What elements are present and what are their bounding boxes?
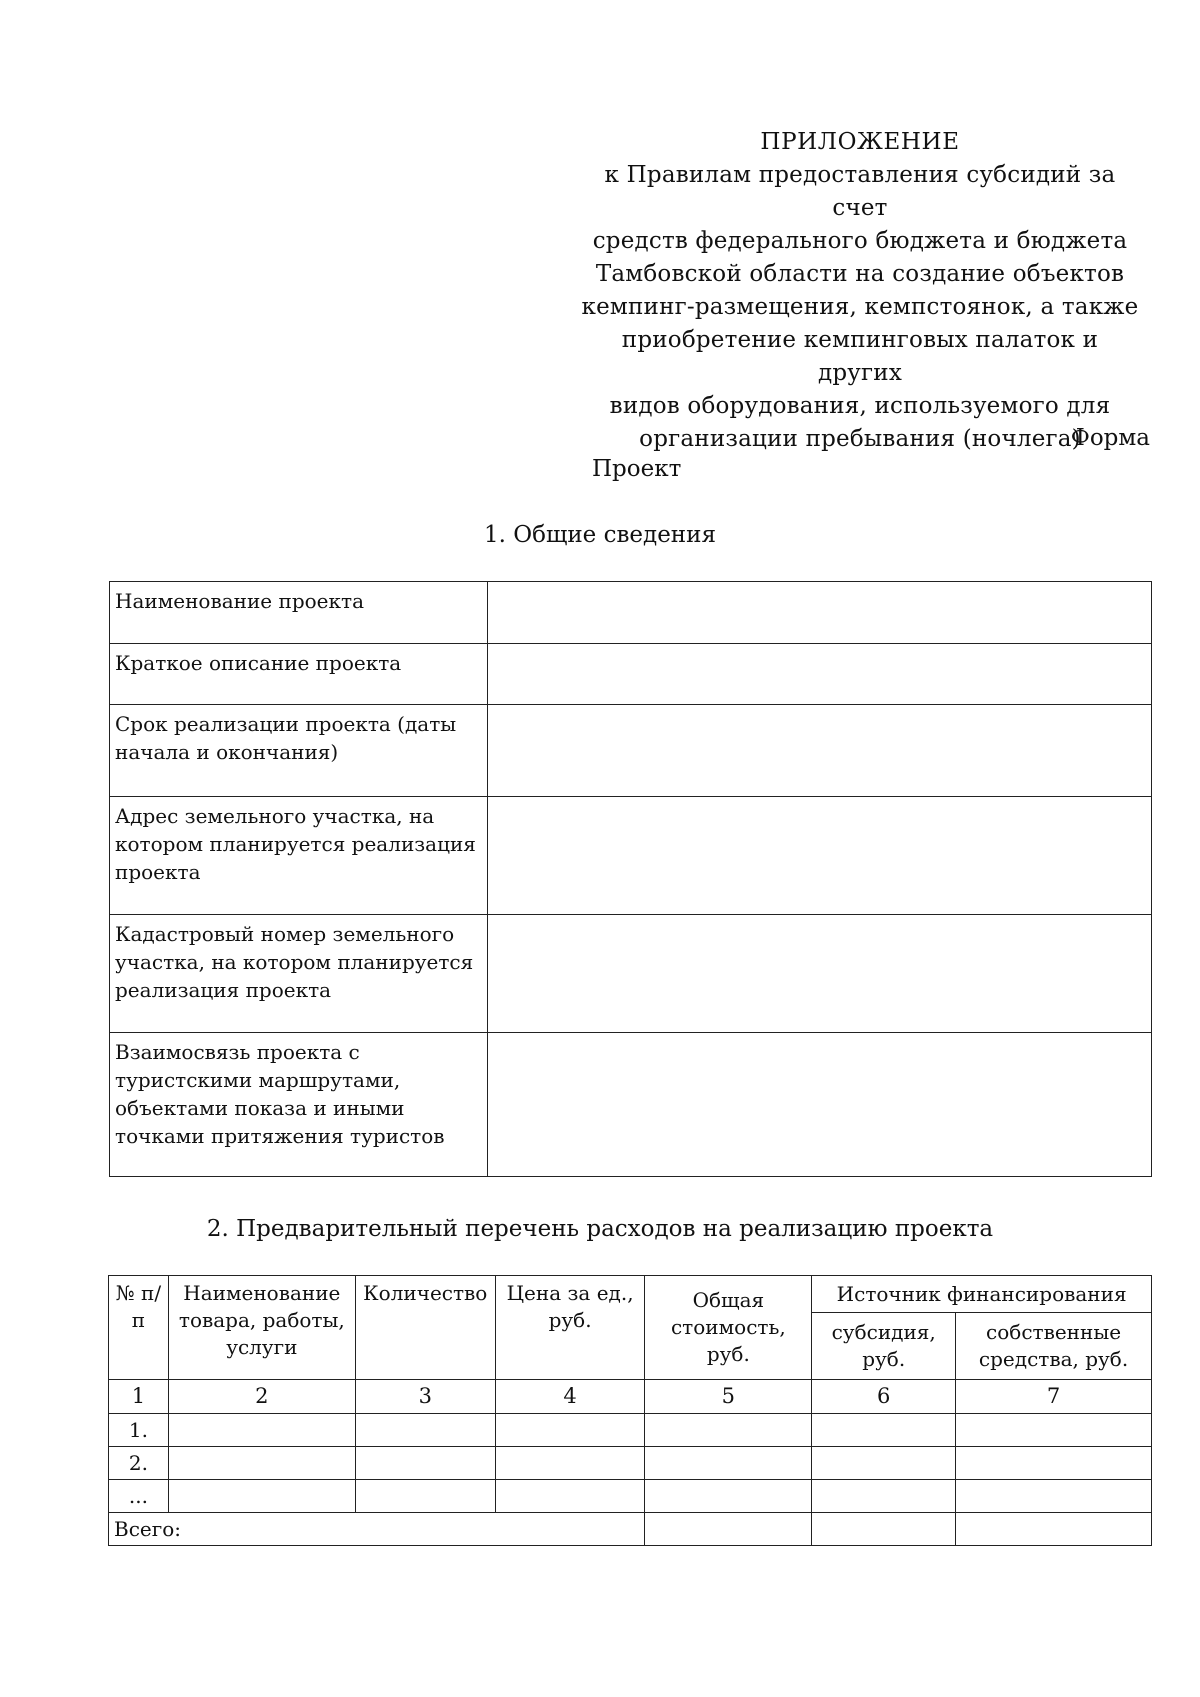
row-number: ... <box>109 1480 169 1513</box>
table-row <box>110 582 1152 644</box>
header-total-cost: Общая стоимость, руб. <box>645 1276 812 1380</box>
table-cell[interactable] <box>956 1480 1152 1513</box>
general-info-table <box>109 581 1152 1177</box>
field-label: Кадастровый номер земельного участка, на котором планируется реализация проекта <box>110 915 488 1033</box>
total-row <box>109 1513 1152 1546</box>
appendix-line: приобретение кемпинговых палаток и других <box>621 327 1099 386</box>
section2-title: 2. Предварительный перечень расходов на реализацию проекта <box>206 1216 994 1242</box>
table-cell[interactable] <box>495 1480 645 1513</box>
field-label: Адрес земельного участка, на котором планируется реализация проекта <box>110 797 488 915</box>
table-cell[interactable] <box>645 1480 812 1513</box>
appendix-line: средств федерального бюджета и бюджета <box>592 228 1128 254</box>
table-cell[interactable] <box>645 1414 812 1447</box>
form-label: Форма <box>1070 425 1150 451</box>
header-num: № п/п <box>109 1276 169 1380</box>
appendix-line: организации пребывания (ночлега) <box>639 426 1081 452</box>
field-value[interactable] <box>488 582 1152 644</box>
table-cell[interactable] <box>168 1414 355 1447</box>
field-value[interactable] <box>488 644 1152 705</box>
header-own-funds: собственные средства, руб. <box>956 1313 1152 1380</box>
field-value[interactable] <box>488 1033 1152 1177</box>
table-row <box>110 797 1152 915</box>
project-label: Проект <box>592 456 682 482</box>
header-subsidy: субсидия, руб. <box>812 1313 956 1380</box>
table-cell[interactable] <box>495 1414 645 1447</box>
total-cell[interactable] <box>956 1513 1152 1546</box>
column-number: 6 <box>812 1380 956 1414</box>
table-row <box>109 1414 1152 1447</box>
appendix-line: к Правилам предоставления субсидий за счет <box>604 162 1116 221</box>
expenses-table <box>108 1275 1152 1546</box>
appendix-header <box>580 126 1140 456</box>
table-cell[interactable] <box>812 1480 956 1513</box>
field-label: Наименование проекта <box>110 582 488 644</box>
header-funding-source: Источник финансирования <box>812 1276 1152 1313</box>
total-cell[interactable] <box>645 1513 812 1546</box>
appendix-heading: ПРИЛОЖЕНИЕ <box>760 129 960 155</box>
table-cell[interactable] <box>645 1447 812 1480</box>
header-price: Цена за ед., руб. <box>495 1276 645 1380</box>
table-cell[interactable] <box>168 1447 355 1480</box>
table-row <box>110 644 1152 705</box>
total-cell[interactable] <box>812 1513 956 1546</box>
field-label: Срок реализации проекта (даты начала и окончания) <box>110 705 488 797</box>
table-cell[interactable] <box>355 1447 495 1480</box>
row-number: 2. <box>109 1447 169 1480</box>
table-row <box>109 1447 1152 1480</box>
column-number-row <box>109 1380 1152 1414</box>
header-name: Наименование товара, работы, услуги <box>168 1276 355 1380</box>
field-label: Краткое описание проекта <box>110 644 488 705</box>
column-number: 3 <box>355 1380 495 1414</box>
appendix-line: видов оборудования, используемого для <box>609 393 1111 419</box>
column-number: 2 <box>168 1380 355 1414</box>
column-number: 1 <box>109 1380 169 1414</box>
section1-title: 1. Общие сведения <box>484 522 716 548</box>
column-number: 7 <box>956 1380 1152 1414</box>
table-cell[interactable] <box>355 1414 495 1447</box>
column-number: 5 <box>645 1380 812 1414</box>
header-qty: Количество <box>355 1276 495 1380</box>
field-label: Взаимосвязь проекта с туристскими маршрутами, объектами показа и иными точками притяжения туристов <box>110 1033 488 1177</box>
table-row <box>110 915 1152 1033</box>
appendix-line: кемпинг-размещения, кемпстоянок, а также <box>581 294 1139 320</box>
field-value[interactable] <box>488 705 1152 797</box>
field-value[interactable] <box>488 797 1152 915</box>
table-cell[interactable] <box>956 1414 1152 1447</box>
total-label: Всего: <box>109 1513 645 1546</box>
table-row <box>110 705 1152 797</box>
table-cell[interactable] <box>355 1480 495 1513</box>
table-cell[interactable] <box>956 1447 1152 1480</box>
row-number: 1. <box>109 1414 169 1447</box>
appendix-line: Тамбовской области на создание объектов <box>595 261 1125 287</box>
table-row <box>110 1033 1152 1177</box>
column-number: 4 <box>495 1380 645 1414</box>
table-cell[interactable] <box>168 1480 355 1513</box>
field-value[interactable] <box>488 915 1152 1033</box>
table-cell[interactable] <box>495 1447 645 1480</box>
table-row <box>109 1480 1152 1513</box>
table-cell[interactable] <box>812 1447 956 1480</box>
header-row <box>109 1276 1152 1313</box>
table-cell[interactable] <box>812 1414 956 1447</box>
